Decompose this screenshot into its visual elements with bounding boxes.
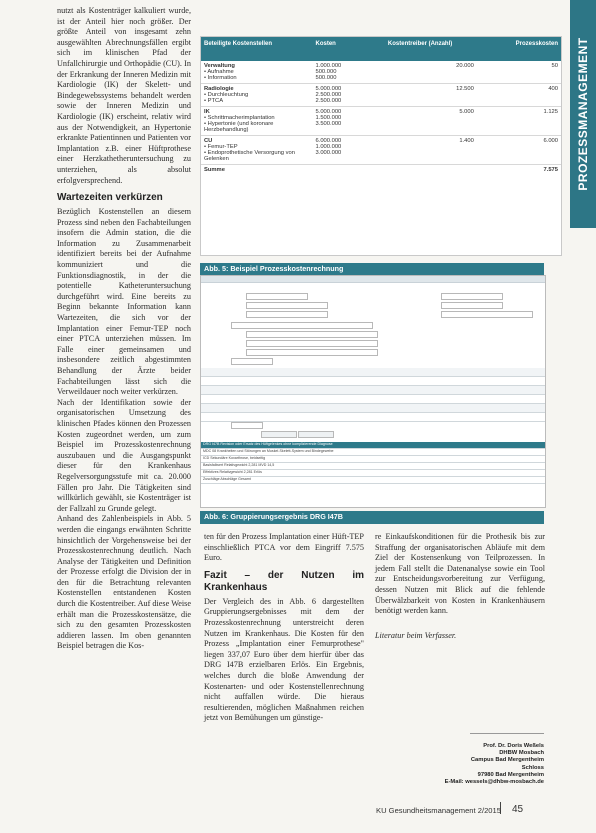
- left-paragraph-3: Anhand des Zahlenbeispiels in Abb. 5 werden die eingangs erwähnten Schritte hinsichtlich der Vorgehensweise bei der Prozesskostenrechnung deutlich. Nach Analyse der Tätigkeiten und Definition der Prozesse erfolgt die Division der in den für die Betrachtung relevanten Kostenstellen entstandenen Kosten durch die Kostentreiber. Auf diese Weise erhält man die Prozesskostensätze, die sich zu den gesamten Prozesskosten addieren lassen. Im oben genannten Beispiel betragen die Kos-: [57, 514, 191, 651]
- cost-center-cell: [201, 136, 312, 164]
- cost-cell: [312, 136, 384, 164]
- screenshot-button: [261, 431, 297, 438]
- screenshot-field: [231, 322, 373, 329]
- middle-paragraph-2: Der Vergleich des in Abb. 6 dargestellten Gruppierungsergebnisses mit dem der Prozesskostenrechnung unterstreicht deren Nutzen im Krankenhaus. Die Kosten für den Prozess „Implantation einer Femurprothese" liegen 337,07 Euro über dem hierfür über das DRG I47B erzielbaren Erlös. Ein Ergebnis, welches durch die bloße Anwendung der Kostenarten- und oder Kostenstellenrechnung nicht auffallen würde. Die hieraus resultierenden, möglichen Maßnahmen reichen jetzt von Bemühungen um günstige-: [204, 596, 364, 723]
- screenshot-grid-row: [201, 413, 545, 422]
- cost-value: 1.000.000: [315, 144, 342, 150]
- journal-name: KU Gesundheitsmanagement 2/2015: [376, 806, 501, 815]
- left-paragraph-2: Nach der Identifikation sowie der organisatorischen Umsetzung des klinischen Pfades können den Prozessen Kosten zugeordnet werden, um zum Beispiel im Prozesskostenrechnung auszubauen und die Ausgangspunkt dieser für den Krankenhaus Regelversorgungsstufe mit ca. 20.000 Fällen pro Jahr. Die Tätigkeiten sind willkürlich gewählt, sie Kostenträger ist der Fallzahl zu Grunde gelegt.: [57, 397, 191, 513]
- screenshot-result-grid: [201, 442, 545, 504]
- cost-table-body: [201, 61, 561, 165]
- screenshot-field: [246, 331, 378, 338]
- cost-value: 2.500.000: [315, 92, 342, 98]
- header-cell: Kosten: [315, 41, 336, 47]
- cost-table-sum-row: [201, 165, 561, 175]
- author-line: DHBW Mosbach: [499, 750, 544, 757]
- author-email: E-Mail: wessels@dhbw-mosbach.de: [444, 779, 544, 786]
- cost-center-cell: [201, 61, 312, 83]
- cost-center-name: Verwaltung: [204, 63, 235, 69]
- screenshot-grid-row: [201, 377, 545, 386]
- section-heading-wartezeiten: Wartezeiten verkürzen: [57, 192, 163, 204]
- screenshot-field: [246, 340, 378, 347]
- screenshot-result-row: MDC 08 Krankheiten und Störungen an Muskel-Skelett-System und Bindegewebe: [201, 449, 545, 456]
- cost-center-item: • Durchleuchtung: [204, 92, 249, 98]
- cost-value: 1.500.000: [315, 115, 342, 121]
- screenshot-result-row: Zuschläge Abschläge Gesamt: [201, 477, 545, 484]
- cost-table-row: [201, 61, 561, 84]
- cost-center-name: IK: [204, 109, 210, 115]
- cost-table-row: [201, 84, 561, 107]
- header-cell: Beteiligte Kostenstellen: [204, 41, 273, 47]
- left-column: [57, 6, 191, 652]
- side-tab-label: PROZESSMANAGEMENT: [576, 37, 590, 191]
- process-cost-value: 400: [548, 86, 558, 92]
- section-heading-fazit: Fazit – der Nutzen im Krankenhaus: [204, 569, 364, 593]
- literature-note: Literatur beim Verfasser.: [375, 630, 457, 640]
- screenshot-button: [298, 431, 334, 438]
- cost-table-row: [201, 136, 561, 165]
- sum-label: Summe: [204, 167, 225, 173]
- cost-value: 2.500.000: [315, 98, 342, 104]
- screenshot-field: [441, 302, 503, 309]
- side-tab: [570, 0, 596, 228]
- cost-value: 500.000: [315, 75, 337, 81]
- screenshot-field: [441, 311, 533, 318]
- driver-value: 12.500: [456, 86, 474, 92]
- page-number: 45: [512, 804, 524, 815]
- screenshot-toolbar: [201, 276, 545, 283]
- screenshot-field: [246, 302, 328, 309]
- cost-value: 5.000.000: [315, 86, 342, 92]
- cost-center-item: • PTCA: [204, 98, 224, 104]
- cost-cell: [312, 84, 384, 106]
- header-cell: Prozesskosten: [515, 41, 558, 47]
- cost-value: 3.500.000: [315, 121, 342, 127]
- screenshot-result-row: Basisfallwert Relativgewicht 2,281 MVD 14,5: [201, 463, 545, 470]
- sum-value: 7.575: [543, 167, 558, 173]
- process-cost-value: 50: [551, 63, 558, 69]
- screenshot-field: [231, 422, 263, 429]
- figure-caption-6: Abb. 6: Gruppierungsergebnis DRG I47B: [200, 511, 544, 524]
- screenshot-result-row: Effektives Relativgewicht 2,281 Erlös: [201, 470, 545, 477]
- author-divider: [470, 733, 544, 734]
- cost-value: 500.000: [315, 69, 337, 75]
- cost-center-name: Radiologie: [204, 86, 234, 92]
- screenshot-grid-row: [201, 386, 545, 395]
- cost-value: 1.000.000: [315, 63, 342, 69]
- screenshot-field: [441, 293, 503, 300]
- screenshot-field: [231, 358, 273, 365]
- author-line: 97980 Bad Mergentheim: [477, 771, 544, 778]
- screenshot-result-row: DRG I47B Revision oder Ersatz des Hüftgelenkes ohne komplizierende Diagnose: [201, 442, 545, 449]
- middle-paragraph-1: ten für den Prozess Implantation einer Hüft-TEP einschließlich PTCA vor dem Eingriff 7.575 Euro.: [204, 532, 364, 563]
- cost-center-cell: [201, 107, 312, 135]
- cost-value: 6.000.000: [315, 138, 342, 144]
- drg-grouper-screenshot: [200, 275, 546, 508]
- cost-table: [200, 36, 562, 256]
- cost-cell: [312, 61, 384, 83]
- screenshot-result-row: ICD Sekundäre Koxarthrose, beidseitig: [201, 456, 545, 463]
- cost-value: 5.000.000: [315, 109, 342, 115]
- cost-center-cell: [201, 84, 312, 106]
- author-line: Campus Bad Mergentheim: [470, 757, 544, 764]
- author-line: Schloss: [521, 764, 544, 771]
- cost-table-header: [201, 37, 561, 61]
- right-column: [375, 532, 545, 641]
- process-cost-value: 1.125: [543, 109, 558, 115]
- right-paragraph-1: re Einkaufskonditionen für die Prothesik bis zur Straffung der organisatorischen Abläufe mit dem Ziel der Kostensenkung von Teilprozessen. In jedem Fall stellt die Datenanalyse sowie ein Tool zur Entscheidungsvorbereitung zur Verfügung, dessen Nutzen mit Blick auf die fehlende Überwälzbarkeit von Kosten in Krankenhäusern benötigt werden kann.: [375, 532, 545, 616]
- screenshot-field: [246, 311, 328, 318]
- driver-value: 20.000: [456, 63, 474, 69]
- author-name: Prof. Dr. Doris Weßels: [483, 743, 544, 749]
- driver-value: 1.400: [459, 138, 474, 144]
- screenshot-grid-row: [201, 368, 545, 377]
- cost-center-item: • Aufnahme: [204, 69, 234, 75]
- left-intro: nutzt als Kostenträger kalkuliert wurde, ist der Anteil hier noch größer. Der größte Anteil von insgesamt zehn ausgewählten Abrechnungsfällen ergibt sich im klinischen Pfad der Unfallchirurgie und Orthopädie (CU). In der Erkrankung der Inneren Medizin mit Kardiologie (IK) der Skelett- und Bindegewebssystems behandelt werden sowie der Inneren Medizin und Kardiologie (IK) erscheint, relativ wird aus der Notwendigkeit, an Hypertonie erkrankte Patientinnen und Patienten vor Implantation z.B. einer Hüftprothese einer Herzkathetheruntersuchung zu unterziehen, als absolut erfolgversprechend.: [57, 6, 191, 185]
- cost-center-item: • Femur-TEP: [204, 144, 238, 150]
- cost-center-item: • Endoprothetische Versorgung von Gelenken: [204, 150, 295, 162]
- cost-center-name: CU: [204, 138, 213, 144]
- header-cell: Kostentreiber (Anzahl): [387, 41, 453, 47]
- cost-value: 3.000.000: [315, 150, 342, 156]
- driver-value: 5.000: [459, 109, 474, 115]
- screenshot-field: [246, 349, 378, 356]
- cost-cell: [312, 107, 384, 135]
- cost-center-item: • Schrittmacherimplantation: [204, 115, 275, 121]
- figure-caption-5: Abb. 5: Beispiel Prozesskostenrechnung: [200, 263, 544, 276]
- author-block: [400, 743, 544, 786]
- cost-table-row: [201, 107, 561, 136]
- process-cost-value: 6.000: [543, 138, 558, 144]
- screenshot-grid-row: [201, 404, 545, 413]
- screenshot-grid-row: [201, 395, 545, 404]
- cost-center-item: • Information: [204, 75, 237, 81]
- cost-center-item: • Hypertonie (und koronare Herzbehandlung): [204, 121, 274, 133]
- left-paragraph-1: Bezüglich Kostenstellen an diesem Prozess sind neben den Fachabteilungen insofern die Admin station, die die Information zu Zusammenarbeit identifiziert bereits bei der Aufnahme kommuniziert und die Funktionsdiagnostik, in der die potentielle Katheteruntersuchung durchgeführt wird. Eine bereits zu Beginn bekannte Information kann Wartezeiten, die sich vor der Implantation einer Femur-TEP noch einer PTCA unterziehen müssen. Im Falle einer gemeinsamen und insbesondere zeitlich abgestimmten Behandlung der Ärzte beider Fachabteilungen lässt sich die Verweildauer noch weiter verkürzen.: [57, 207, 191, 397]
- middle-column: [204, 532, 364, 724]
- screenshot-field: [246, 293, 308, 300]
